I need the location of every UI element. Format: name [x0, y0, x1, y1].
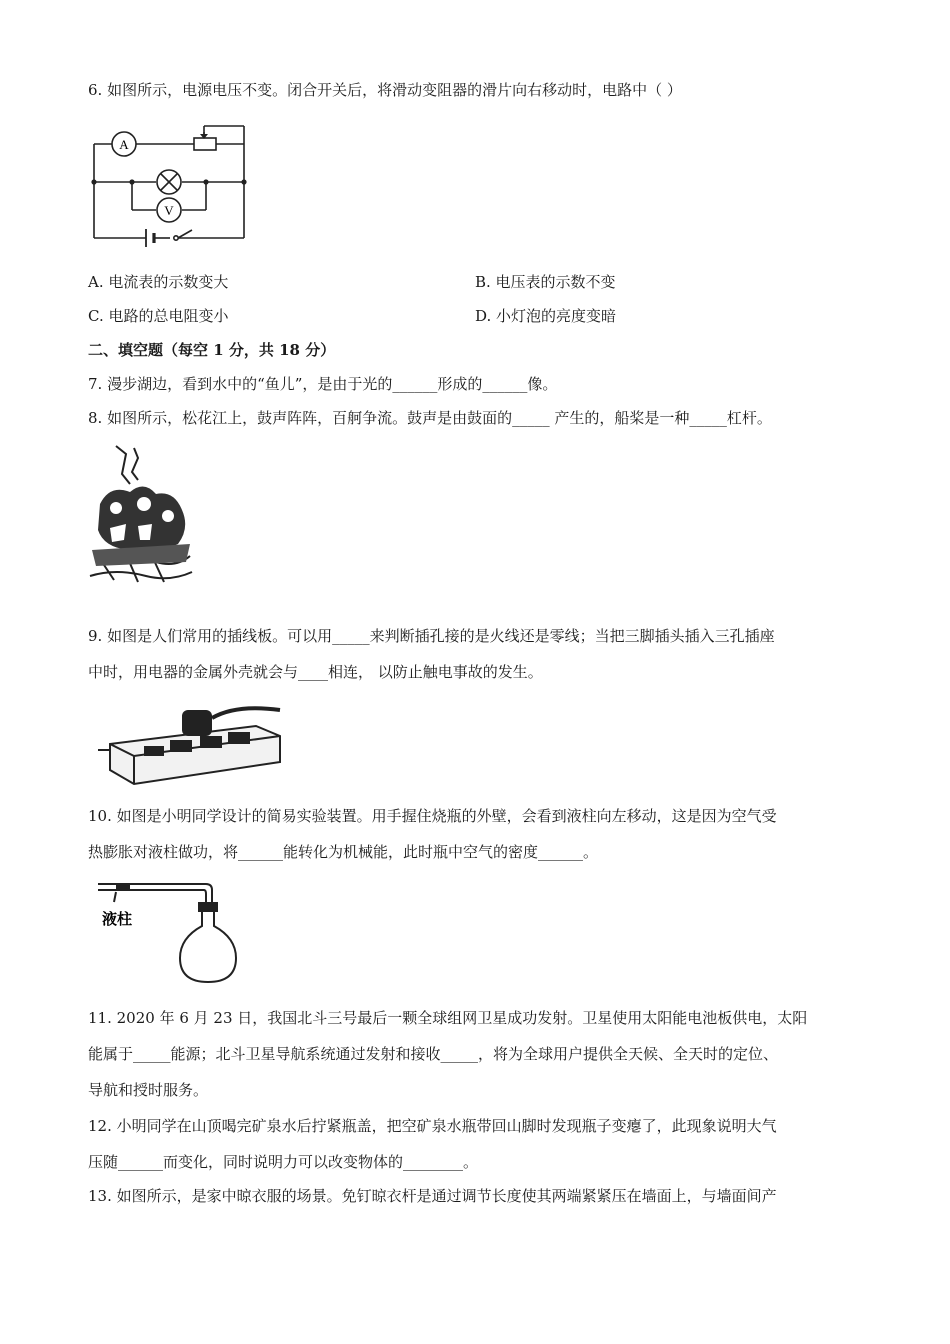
q8-dragon-boat-image — [86, 444, 196, 586]
q6-option-c[interactable]: C. 电路的总电阻变小 — [88, 307, 229, 325]
q10-line2: 热膨胀对液柱做功，将______能转化为机械能，此时瓶中空气的密度______。 — [88, 843, 599, 861]
q6-option-a[interactable]: A. 电流表的示数变大 — [88, 273, 229, 291]
ammeter-label: A — [119, 137, 129, 152]
q7-text: 7. 漫步湖边，看到水中的“鱼儿”，是由于光的______形成的______像。 — [88, 375, 558, 393]
liquid-column-label: 液柱 — [102, 911, 133, 928]
q12-line2: 压随______而变化，同时说明力可以改变物体的________。 — [88, 1153, 479, 1171]
q9-line1: 9. 如图是人们常用的插线板。可以用_____来判断插孔接的是火线还是零线；当把三脚插头插入三孔插座 — [88, 627, 775, 645]
q11-line1: 11. 2020 年 6 月 23 日，我国北斗三号最后一颗全球组网卫星成功发射。卫星使用太阳能电池板供电，太阳 — [88, 1009, 808, 1027]
q9-power-strip-image — [96, 700, 281, 788]
q12-line1: 12. 小明同学在山顶喝完矿泉水后拧紧瓶盖，把空矿泉水瓶带回山脚时发现瓶子变瘪了，此现象说明大气 — [88, 1117, 777, 1135]
voltmeter-label: V — [164, 203, 174, 218]
q9-line2: 中时，用电器的金属外壳就会与____相连， 以防止触电事故的发生。 — [88, 663, 543, 681]
q13-line1: 13. 如图所示，是家中晾衣服的场景。免钉晾衣杆是通过调节长度使其两端紧紧压在墙面上，与墙面间产 — [88, 1187, 777, 1205]
q10-line1: 10. 如图是小明同学设计的简易实验装置。用手握住烧瓶的外壁，会看到液柱向左移动，这是因为空气受 — [88, 807, 777, 825]
section-heading: 二、填空题（每空 1 分，共 18 分） — [88, 341, 336, 359]
q6-option-d[interactable]: D. 小灯泡的亮度变暗 — [475, 307, 617, 325]
q10-flask-apparatus — [94, 878, 244, 990]
q11-line3: 导航和授时服务。 — [88, 1081, 209, 1099]
q6-option-b[interactable]: B. 电压表的示数不变 — [475, 273, 616, 291]
q6-stem: 6. 如图所示，电源电压不变。闭合开关后，将滑动变阻器的滑片向右移动时，电路中（ ） — [88, 81, 682, 99]
q11-line2: 能属于_____能源；北斗卫星导航系统通过发射和接收_____，将为全球用户提供全天候、全天时的定位、 — [88, 1045, 779, 1063]
q6-circuit-diagram — [86, 118, 251, 248]
q8-text: 8. 如图所示，松花江上，鼓声阵阵，百舸争流。鼓声是由鼓面的_____ 产生的，船桨是一种_____杠杆。 — [88, 409, 772, 427]
